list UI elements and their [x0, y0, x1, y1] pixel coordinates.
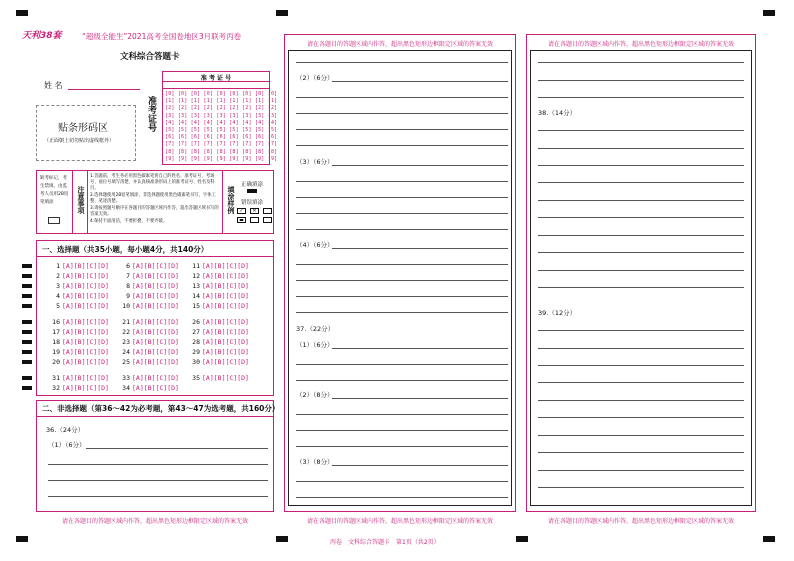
mc-question-number: 21 — [122, 318, 130, 326]
mc-question[interactable] — [48, 292, 109, 300]
name-field[interactable] — [68, 89, 140, 90]
mc-options[interactable]: [A][B][C][D] — [62, 282, 109, 290]
answer-line[interactable] — [538, 470, 744, 471]
answer-line[interactable] — [538, 235, 744, 236]
answer-line[interactable] — [296, 213, 508, 214]
answer-line[interactable] — [296, 62, 508, 63]
answer-line[interactable] — [538, 217, 744, 218]
mc-question-number: 10 — [122, 302, 130, 310]
answer-line[interactable] — [296, 312, 508, 313]
mc-options[interactable]: [A][B][C][D] — [202, 262, 249, 270]
sub-question-label: （2）（8分） — [296, 391, 334, 399]
sheet-title: 文科综合答题卡 — [120, 52, 180, 62]
mc-options[interactable]: [A][B][C][D] — [62, 338, 109, 346]
mc-question[interactable] — [48, 338, 109, 346]
name-label: 姓 名 — [44, 81, 63, 90]
answer-line[interactable] — [296, 446, 508, 447]
sub-question-label: （1）（6分） — [296, 341, 334, 349]
sub-question-label: （3）（8分） — [296, 458, 334, 466]
answer-line[interactable] — [86, 448, 268, 449]
answer-line[interactable] — [296, 296, 508, 297]
mc-question-number: 28 — [192, 338, 200, 346]
notice-items — [90, 174, 220, 226]
answer-line[interactable] — [48, 480, 268, 481]
mc-question-number: 2 — [56, 272, 60, 280]
page-footer: 丙卷 文科综合答题卡 第1页（共2页） — [330, 539, 440, 546]
mc-question[interactable] — [48, 302, 109, 310]
answer-line[interactable] — [296, 364, 508, 365]
timing-mark — [22, 274, 32, 278]
mc-question[interactable] — [118, 282, 179, 290]
answer-line[interactable] — [538, 148, 744, 149]
warning-bottom-col2: 请在各题目的答题区域内作答，超出黑色矩形边框限定区域的答案无效 — [306, 518, 493, 525]
mc-question[interactable] — [188, 272, 249, 280]
mc-options[interactable]: [A][B][C][D] — [202, 328, 249, 336]
mc-question-number: 25 — [122, 358, 130, 366]
mc-question[interactable] — [188, 262, 249, 270]
answer-line[interactable] — [296, 481, 508, 482]
mc-question-number: 27 — [192, 328, 200, 336]
mc-question[interactable] — [48, 384, 109, 392]
mc-question[interactable] — [118, 338, 179, 346]
corner-marker-top-mid — [276, 10, 288, 16]
answer-line[interactable] — [538, 80, 744, 81]
answer-line[interactable] — [538, 252, 744, 253]
mc-question-number: 26 — [192, 318, 200, 326]
mc-options[interactable]: [A][B][C][D] — [132, 262, 179, 270]
answer-line[interactable] — [332, 248, 508, 249]
mc-options[interactable]: [A][B][C][D] — [62, 318, 109, 326]
answer-line[interactable] — [332, 348, 508, 349]
warning-top-col3: 请在各题目的答题区域内作答，超出黑色矩形边框限定区域的答案无效 — [547, 41, 734, 48]
mc-question-number: 33 — [122, 374, 130, 382]
mc-options[interactable]: [A][B][C][D] — [202, 292, 249, 300]
mc-question[interactable] — [118, 348, 179, 356]
mc-options[interactable]: [A][B][C][D] — [62, 328, 109, 336]
answer-line[interactable] — [538, 130, 744, 131]
answer-line[interactable] — [538, 182, 744, 183]
timing-mark — [22, 376, 32, 380]
answer-line[interactable] — [48, 464, 268, 465]
mc-question[interactable] — [118, 262, 179, 270]
timing-mark — [22, 360, 32, 364]
mc-options[interactable]: [A][B][C][D] — [202, 358, 249, 366]
mc-question[interactable] — [118, 384, 179, 392]
section1-title: 一、选择题（共35小题，每小题4分，共140分） — [42, 245, 209, 254]
mc-question-number: 35 — [192, 374, 200, 382]
answer-line[interactable] — [296, 280, 508, 281]
q36-label: 36.（24分） — [46, 426, 85, 434]
q36-1-label: （1）（6分） — [48, 441, 86, 449]
fill-wrong-sample-2: ✕ — [250, 208, 259, 214]
warning-bottom-col1: 请在各题目的答题区域内作答，超出黑色矩形边框限定区域的答案无效 — [61, 518, 248, 525]
mc-question-number: 34 — [122, 384, 130, 392]
answer-line[interactable] — [538, 365, 744, 366]
timing-mark — [22, 320, 32, 324]
mc-question[interactable] — [48, 348, 109, 356]
notes-divider-2 — [87, 170, 88, 234]
mc-question-number: 31 — [52, 374, 60, 382]
mc-question-number: 13 — [192, 282, 200, 290]
column3-inner-box — [530, 50, 752, 506]
answer-line[interactable] — [538, 348, 744, 349]
fill-wrong-label: 错误填涂 — [241, 200, 264, 206]
corner-marker-bottom-mid — [276, 536, 288, 542]
answer-line[interactable] — [332, 465, 508, 466]
id-digit-row[interactable]: [1] [1] [1] [1] [1] [1] [1] [1] [1] — [165, 98, 278, 105]
barcode-title: 贴条形码区 — [58, 123, 108, 134]
mc-question[interactable] — [188, 302, 249, 310]
mc-question-number: 16 — [52, 318, 60, 326]
mc-question[interactable] — [118, 374, 179, 382]
timing-mark — [22, 340, 32, 344]
notes-divider-3 — [222, 170, 223, 234]
mc-options[interactable]: [A][B][C][D] — [132, 272, 179, 280]
fill-title: 填涂样例 — [227, 186, 235, 214]
mc-question[interactable] — [188, 358, 249, 366]
mc-options[interactable]: [A][B][C][D] — [62, 358, 109, 366]
mc-question-number: 19 — [52, 348, 60, 356]
answer-line[interactable] — [538, 382, 744, 383]
answer-line[interactable] — [538, 270, 744, 271]
mc-question-number: 5 — [56, 302, 60, 310]
answer-line[interactable] — [296, 129, 508, 130]
id-grid-header-line — [162, 81, 270, 82]
id-grid-input-line — [162, 88, 270, 89]
mc-question-number: 3 — [56, 282, 60, 290]
mc-question[interactable] — [118, 358, 179, 366]
id-digit-row[interactable]: [5] [5] [5] [5] [5] [5] [5] [5] [5] — [165, 127, 278, 133]
mc-options[interactable]: [A][B][C][D] — [62, 292, 109, 300]
timing-mark — [22, 284, 32, 288]
id-vertical-label: 准考证号 — [146, 96, 156, 132]
answer-line[interactable] — [296, 497, 508, 498]
notice-item: 4.保持卡面清洁，不要折叠、不要弄破。 — [90, 219, 168, 224]
timing-mark — [22, 350, 32, 354]
mc-question-number: 4 — [56, 292, 60, 300]
answer-line[interactable] — [296, 181, 508, 182]
sub-question-label: （2）（6分） — [296, 74, 334, 82]
mc-question-number: 22 — [122, 328, 130, 336]
barcode-hint: （正面朝上切勿贴出虚线框外） — [44, 138, 115, 144]
timing-mark — [22, 294, 32, 298]
fill-wrong-sample-1: ✓ — [237, 208, 246, 214]
sub-question-label: （3）（6分） — [296, 158, 334, 166]
notice-item: 3.请按照题号顺序在各题目的答题区域内作答，超出答题区域书写的答案无效。 — [90, 206, 219, 217]
id-grid-title: 准 考 证 号 — [200, 75, 232, 82]
mc-question[interactable] — [188, 338, 249, 346]
mc-options[interactable]: [A][B][C][D] — [132, 318, 179, 326]
mc-question[interactable] — [188, 318, 249, 326]
mc-question[interactable] — [48, 374, 109, 382]
mc-question[interactable] — [188, 292, 249, 300]
mc-options[interactable]: [A][B][C][D] — [202, 374, 249, 382]
mc-options[interactable]: [A][B][C][D] — [132, 338, 179, 346]
mc-options[interactable]: [A][B][C][D] — [62, 384, 109, 392]
mc-question[interactable] — [118, 318, 179, 326]
mc-options[interactable]: [A][B][C][D] — [202, 282, 249, 290]
timing-mark — [22, 264, 32, 268]
notice-item: 1.答题前，考生务必用黑色碳素笔将自己的姓名、准考证号、考场号、座位号填写清楚，并认真核准条形码上的准考证号、姓名及科目。 — [90, 174, 215, 191]
answer-line[interactable] — [332, 398, 508, 399]
answer-line[interactable] — [296, 380, 508, 381]
mc-question-number: 30 — [192, 358, 200, 366]
mc-options[interactable]: [A][B][C][D] — [62, 272, 109, 280]
mc-question-number: 17 — [52, 328, 60, 336]
mc-question[interactable] — [188, 374, 249, 382]
mc-question[interactable] — [188, 282, 249, 290]
answer-line[interactable] — [538, 487, 744, 488]
mc-question[interactable] — [48, 282, 109, 290]
id-digit-row[interactable]: [9] [9] [9] [9] [9] [9] [9] [9] [9] — [165, 155, 278, 162]
mc-question-number: 6 — [126, 262, 130, 270]
mc-options[interactable]: [A][B][C][D] — [202, 302, 249, 310]
mc-question[interactable] — [188, 348, 249, 356]
corner-marker-top-right — [763, 10, 775, 16]
answer-line[interactable] — [296, 113, 508, 114]
answer-line[interactable] — [538, 417, 744, 418]
warning-bottom-col3: 请在各题目的答题区域内作答，超出黑色矩形边框限定区域的答案无效 — [547, 518, 734, 525]
mc-question-number: 9 — [126, 292, 130, 300]
timing-mark — [22, 386, 32, 390]
answer-line[interactable] — [538, 330, 744, 331]
column2-inner-box — [288, 50, 512, 506]
brand-logo: 天利38套 — [22, 31, 62, 41]
answer-line[interactable] — [296, 430, 508, 431]
mc-question-number: 18 — [52, 338, 60, 346]
answer-line[interactable] — [538, 452, 744, 453]
id-digit-row[interactable]: [8] [8] [8] [8] [8] [8] [8] [8] [8] — [165, 148, 278, 155]
answer-line[interactable] — [48, 496, 268, 497]
mc-options[interactable]: [A][B][C][D] — [132, 292, 179, 300]
mc-question-number: 23 — [122, 338, 130, 346]
section2-title: 二、非选择题（第36～42为必考题，第43～47为选考题，共160分） — [42, 404, 280, 413]
id-digit-row[interactable]: [4] [4] [4] [4] [4] [4] [4] [4] [4] — [165, 119, 278, 126]
corner-marker-top-left — [16, 10, 28, 16]
mc-question-number: 14 — [192, 292, 200, 300]
answer-line[interactable] — [332, 165, 508, 166]
mc-question-number: 1 — [56, 262, 60, 270]
mc-question-number: 20 — [52, 358, 60, 366]
answer-line[interactable] — [538, 97, 744, 98]
notice-item: 2.选择题使用2B铅笔填涂，非选择题使用黑色碳素笔书写，字体工整、笔迹清楚。 — [90, 193, 216, 204]
mc-options[interactable]: [A][B][C][D] — [132, 358, 179, 366]
mc-question[interactable] — [48, 328, 109, 336]
timing-mark — [22, 330, 32, 334]
mc-question-number: 8 — [126, 282, 130, 290]
mc-question[interactable] — [48, 358, 109, 366]
mc-options[interactable]: [A][B][C][D] — [132, 348, 179, 356]
mc-question-number: 7 — [126, 272, 130, 280]
sub-question-label: （4）（6分） — [296, 241, 334, 249]
answer-line[interactable] — [296, 197, 508, 198]
mc-question[interactable] — [118, 302, 179, 310]
mc-options[interactable]: [A][B][C][D] — [202, 348, 249, 356]
mc-question[interactable] — [118, 272, 179, 280]
notes-divider — [72, 170, 73, 234]
mc-question[interactable] — [118, 328, 179, 336]
mc-options[interactable]: [A][B][C][D] — [202, 272, 249, 280]
mc-question[interactable] — [118, 292, 179, 300]
fill-wrong-sample-6 — [263, 217, 272, 223]
question-label: 38.（14分） — [538, 109, 577, 117]
id-digit-row[interactable]: [0] [0] [0] [0] [0] [0] [0] [0] [0] — [165, 91, 278, 97]
absent-text: 缺考标记，考生禁填，由监考人员用2B铅笔填涂 — [40, 176, 69, 205]
answer-line[interactable] — [296, 264, 508, 265]
sub-question-label: 37.（22分） — [296, 325, 335, 333]
exam-title: “超级全能生”2021高考全国卷地区3月联考丙卷 — [82, 32, 242, 41]
mc-question[interactable] — [48, 318, 109, 326]
fill-wrong-sample-3 — [263, 208, 272, 214]
mc-question-number: 15 — [192, 302, 200, 310]
answer-line[interactable] — [332, 81, 508, 82]
id-digit-row[interactable]: [6] [6] [6] [6] [6] [6] [6] [6] [6] — [165, 134, 278, 141]
answer-line[interactable] — [538, 435, 744, 436]
section2-title-rule — [36, 416, 274, 417]
answer-line[interactable] — [538, 200, 744, 201]
absent-checkbox[interactable] — [48, 217, 60, 224]
mc-options[interactable]: [A][B][C][D] — [132, 302, 179, 310]
fill-correct-sample — [247, 189, 257, 193]
id-digit-row[interactable]: [3] [3] [3] [3] [3] [3] [3] [3] [3] — [165, 112, 278, 119]
answer-line[interactable] — [538, 400, 744, 401]
answer-line[interactable] — [296, 229, 508, 230]
answer-line[interactable] — [538, 62, 744, 63]
id-digit-row[interactable]: [2] [2] [2] [2] [2] [2] [2] [2] [2] — [165, 105, 278, 112]
mc-options[interactable]: [A][B][C][D] — [132, 328, 179, 336]
answer-line[interactable] — [538, 287, 744, 288]
corner-marker-bottom-left — [16, 536, 28, 542]
mc-options[interactable]: [A][B][C][D] — [62, 302, 109, 310]
mc-question[interactable] — [188, 328, 249, 336]
mc-question-number: 24 — [122, 348, 130, 356]
answer-line[interactable] — [296, 414, 508, 415]
answer-line[interactable] — [296, 97, 508, 98]
mc-options[interactable]: [A][B][C][D] — [62, 262, 109, 270]
mc-question-number: 12 — [192, 272, 200, 280]
id-digit-row[interactable]: [7] [7] [7] [7] [7] [7] [7] [7] [7] — [165, 141, 278, 148]
fill-wrong-sample-4 — [237, 217, 246, 223]
notice-title: 注意事项 — [77, 186, 85, 214]
mc-options[interactable]: [A][B][C][D] — [132, 384, 179, 392]
answer-line[interactable] — [296, 145, 508, 146]
section1-title-rule — [36, 256, 274, 257]
question-label: 39.（12分） — [538, 309, 577, 317]
mc-options[interactable]: [A][B][C][D] — [62, 374, 109, 382]
mc-question-number: 29 — [192, 348, 200, 356]
warning-top-col2: 请在各题目的答题区域内作答，超出黑色矩形边框限定区域的答案无效 — [306, 41, 493, 48]
fill-wrong-sample-5 — [250, 217, 259, 223]
mc-question[interactable] — [48, 272, 109, 280]
mc-options[interactable]: [A][B][C][D] — [132, 374, 179, 382]
mc-options[interactable]: [A][B][C][D] — [202, 338, 249, 346]
mc-question[interactable] — [48, 262, 109, 270]
timing-mark — [22, 304, 32, 308]
mc-options[interactable]: [A][B][C][D] — [202, 318, 249, 326]
mc-question-number: 32 — [52, 384, 60, 392]
answer-line[interactable] — [538, 165, 744, 166]
fill-correct-label: 正确填涂 — [241, 182, 264, 188]
mc-question-number: 11 — [192, 262, 200, 270]
corner-marker-bottom-right — [763, 536, 775, 542]
mc-options[interactable]: [A][B][C][D] — [62, 348, 109, 356]
corner-marker-bottom-mid2 — [516, 536, 528, 542]
mc-options[interactable]: [A][B][C][D] — [132, 282, 179, 290]
